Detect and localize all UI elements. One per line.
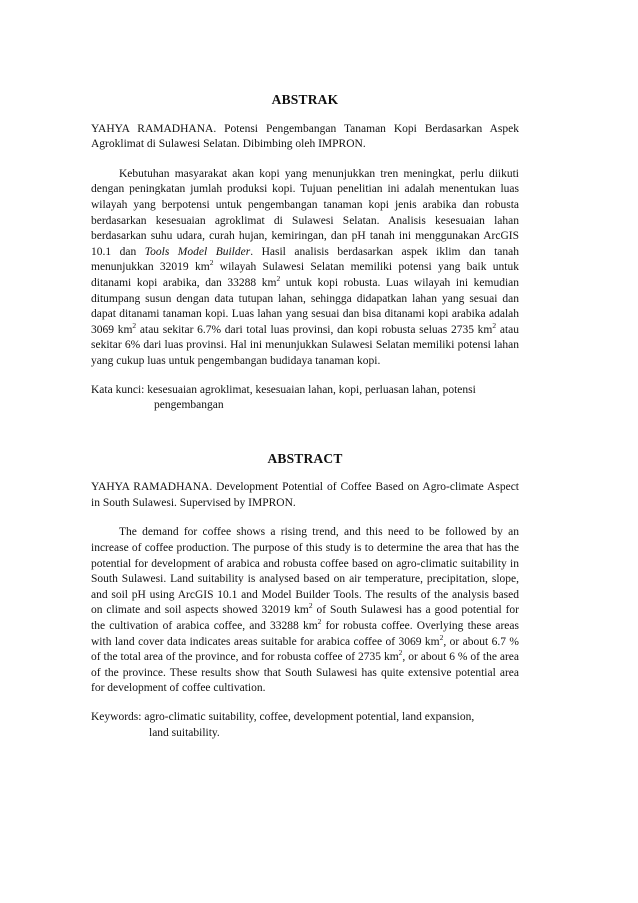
- superscript: 2: [317, 617, 322, 627]
- abstract-text-4: , or about 6.7 % of the total area of the province, and for robusta coffee of 2735 km: [91, 635, 519, 664]
- abstrak-keywords-line1: [91, 383, 519, 399]
- abstrak-text-6: atau sekitar 6% dari luas provinsi. Hal ini menunjukkan Sulawesi Selatan memiliki potensi lahan yang cukup luas untuk pengembangan budidaya tanaman kopi.: [91, 323, 519, 367]
- superscript: 2: [398, 648, 403, 658]
- superscript: 2: [439, 632, 444, 642]
- abstract-keywords: [91, 710, 519, 741]
- abstract-text-3: for robusta coffee. Overlying these areas with land cover data indicates areas suitable for arabica coffee of 3069 km: [91, 620, 519, 648]
- section-spacer: [91, 424, 519, 451]
- keywords-label: Keywords:: [91, 711, 145, 723]
- keywords-label: Kata kunci:: [91, 383, 148, 396]
- abstract-author-line: YAHYA RAMADHANA. Development Potential of Coffee Based on Agro-climate Aspect in South Sulawesi. Supervised by IMPRON.: [91, 481, 519, 509]
- abstrak-keywords: [91, 383, 519, 414]
- superscript: 2: [308, 601, 313, 611]
- abstract-heading: ABSTRACT: [267, 450, 343, 466]
- abstract-text-5: , or about 6 % of the area of the province. These results show that South Sulawesi has quite extensive potential area for development of coffee cultivation.: [91, 651, 519, 695]
- abstrak-text-2: . Hasil analisis berdasarkan aspek iklim dan tanah menunjukkan 32019 km: [91, 245, 519, 274]
- abstract-text-2: of South Sulawesi has a good potential for the cultivation of arabica coffee, and 33288 km: [91, 604, 519, 633]
- abstrak-keywords-line2: pengembangan: [154, 399, 224, 412]
- superscript: 2: [492, 320, 497, 330]
- superscript: 2: [132, 320, 137, 330]
- keywords-text: agro-climatic suitability, coffee, development potential, land expansion,: [144, 711, 475, 723]
- abstrak-text-italic: Tools Model Builder: [144, 245, 251, 258]
- abstract-body: [91, 525, 519, 697]
- superscript: 2: [276, 274, 281, 284]
- superscript: 2: [209, 258, 214, 268]
- abstract-keywords-line2: land suitability.: [149, 726, 220, 739]
- abstract-text-1: The demand for coffee shows a rising trend, and this need to be followed by an increase of coffee production. The purpose of this study is to determine the area that has the potential for development of arabica and robusta coffee based on agro-climatic suitability in South Sulawesi. Land suitability is analysed based on air temperature, precipitation, slope, and soil pH using ArcGIS 10.1 and Model Builder Tools. The results of the analysis based on climate and soil aspects showed 32019 km: [91, 526, 519, 617]
- abstrak-text-4: untuk kopi robusta. Luas wilayah ini kemudian ditumpang susun dengan data tutupan lahan, sehingga didapatkan lahan yang sesuai dan dapat ditanami tanaman kopi. Luas lahan yang sesuai dan bisa ditanami kopi arabika adalah 3069 km: [91, 276, 519, 336]
- abstract-page: [91, 92, 519, 751]
- abstrak-text-3: wilayah Sulawesi Selatan memiliki potensi yang baik untuk ditanami kopi arabika, dan 33288 km: [91, 261, 520, 289]
- abstrak-heading: ABSTRAK: [271, 92, 339, 107]
- abstrak-body: [91, 167, 519, 370]
- abstrak-text-5: atau sekitar 6.7% dari total luas provinsi, dan kopi robusta seluas 2735 km: [136, 323, 493, 336]
- abstrak-section: [91, 92, 519, 414]
- abstract-section: [91, 451, 519, 742]
- keywords-text: kesesuaian agroklimat, kesesuaian lahan, kopi, perluasan lahan, potensi: [147, 383, 476, 396]
- abstract-keywords-line1: [91, 710, 519, 726]
- abstrak-text-1: Kebutuhan masyarakat akan kopi yang menunjukkan tren meningkat, perlu diikuti dengan peningkatan jumlah produksi kopi. Tujuan penelitian ini adalah menentukan luas wilayah yang berpotensi untuk pengembangan tanaman kopi jenis arabika dan robusta berdasarkan kesesuaian agroklimat di Sulawesi Selatan. Analisis kesesuaian lahan berdasarkan suhu udara, curah hujan, kemiringan, dan pH tanah ini menggunakan ArcGIS 10.1 dan: [91, 167, 519, 258]
- abstrak-author-line: YAHYA RAMADHANA. Potensi Pengembangan Tanaman Kopi Berdasarkan Aspek Agroklimat di Sulawesi Selatan. Dibimbing oleh IMPRON.: [91, 122, 519, 151]
